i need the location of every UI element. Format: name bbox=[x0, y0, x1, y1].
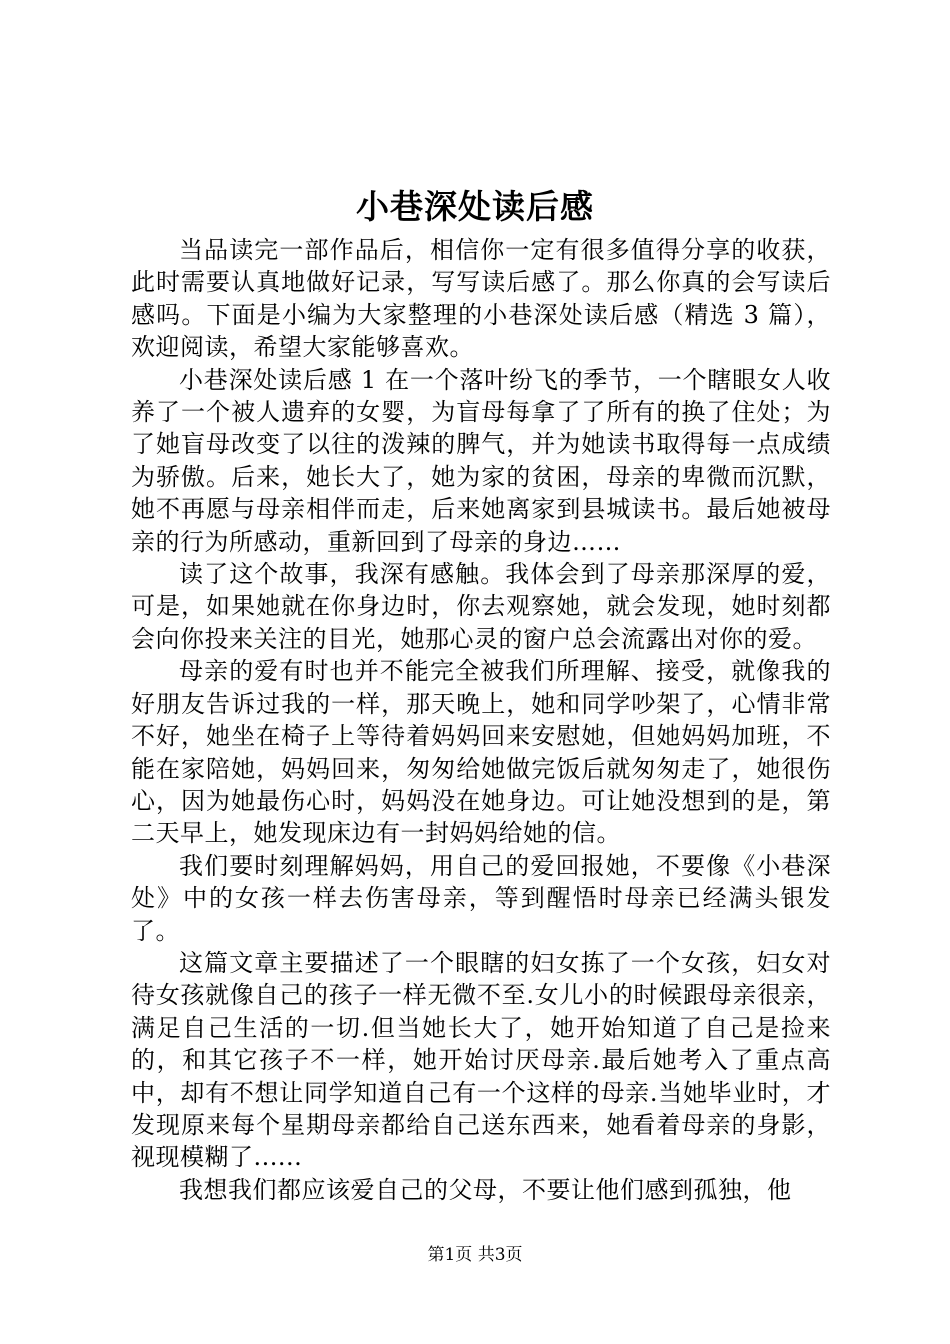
paragraph: 我想我们都应该爱自己的父母，不要让他们感到孤独，他 bbox=[179, 1175, 792, 1204]
document-body bbox=[131, 234, 831, 1206]
paragraph: 我们要时刻理解妈妈，用自己的爱回报她，不要像《小巷深处》中的女孩一样去伤害母亲，等到醒悟时母亲已经满头银发了。 bbox=[131, 851, 831, 945]
paragraph: 当品读完一部作品后，相信你一定有很多值得分享的收获，此时需要认真地做好记录，写写读后感了。那么你真的会写读后感吗。下面是小编为大家整理的小巷深处读后感（精选 3 篇），欢迎阅读，希望大家能够喜欢。 bbox=[131, 236, 831, 362]
page-number-footer: 第1页 共3页 bbox=[427, 1245, 523, 1265]
paragraph: 小巷深处读后感 1 在一个落叶纷飞的季节，一个瞎眼女人收养了一个被人遗弃的女婴，为盲母每拿了了所有的换了住处；为了她盲母改变了以往的泼辣的脾气，并为她读书取得每一点成绩为骄傲。后来，她长大了，她为家的贫困，母亲的卑微而沉默，她不再愿与母亲相伴而走，后来她离家到县城读书。最后她被母亲的行为所感动，重新回到了母亲的身边…… bbox=[131, 365, 831, 556]
document-title: 小巷深处读后感 bbox=[356, 187, 594, 226]
paragraph: 母亲的爱有时也并不能完全被我们所理解、接受，就像我的好朋友告诉过我的一样，那天晚上，她和同学吵架了，心情非常不好，她坐在椅子上等待着妈妈回来安慰她，但她妈妈加班，不能在家陪她，妈妈回来，匆匆给她做完饭后就匆匆走了，她很伤心，因为她最伤心时，妈妈没在她身边。可让她没想到的是，第二天早上，她发现床边有一封妈妈给她的信。 bbox=[131, 657, 831, 848]
paragraph: 读了这个故事，我深有感触。我体会到了母亲那深厚的爱，可是，如果她就在你身边时，你去观察她，就会发现，她时刻都会向你投来关注的目光，她那心灵的窗户总会流露出对你的爱。 bbox=[131, 560, 831, 653]
paragraph: 这篇文章主要描述了一个眼瞎的妇女拣了一个女孩，妇女对待女孩就像自己的孩子一样无微不至.女儿小的时候跟母亲很亲，满足自己生活的一切.但当她长大了，她开始知道了自己是捡来的，和其它孩子不一样，她开始讨厌母亲.最后她考入了重点高中，却有不想让同学知道自己有一个这样的母亲.当她毕业时，才发现原来每个星期母亲都给自己送东西来，她看着母亲的身影，视现模糊了...... bbox=[131, 948, 831, 1172]
